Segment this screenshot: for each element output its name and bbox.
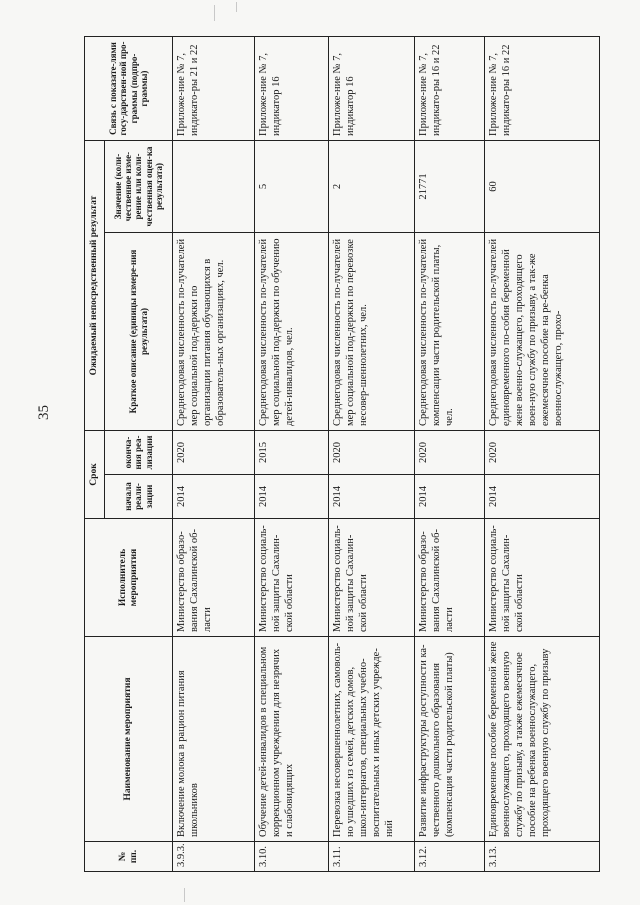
table-row	[485, 37, 600, 872]
row-start: 2014	[485, 475, 600, 519]
row-start: 2014	[415, 475, 485, 519]
row-end: 2020	[329, 431, 415, 475]
row-number: 3.12.	[415, 842, 485, 872]
header-term-end: оконча-ния реа-лизации	[105, 431, 173, 475]
row-link: Приложе-ние № 7, индикатор 16	[329, 37, 415, 141]
header-result: Ожидаемый непосредственный результат	[85, 141, 105, 431]
row-name: Включение молока в рацион питания школьников	[173, 637, 255, 842]
row-executor: Министерство образо-вания Сахалинской об-ласти	[173, 519, 255, 637]
row-start: 2014	[329, 475, 415, 519]
rotated-table-container	[84, 37, 599, 872]
header-executor: Исполнитель мероприятия	[85, 519, 173, 637]
row-value: 5	[255, 141, 329, 233]
row-description: Среднегодовая численность по-лучателей мер социальной под-держки по организации питания обучающихся в образователь-ных организациях, чел.	[173, 233, 255, 431]
header-link: Связь с показате-лями госу-дарствен-ной про-граммы (подпро-граммы)	[85, 37, 173, 141]
header-name: Наименование мероприятия	[85, 637, 173, 842]
row-description: Среднегодовая численность по-лучателей мер социальной под-держки по обучению детей-инвалидов, чел.	[255, 233, 329, 431]
table-row	[415, 37, 485, 872]
row-name: Обучение детей-инвалидов в специальном коррекционном учреждении для незрячих и слабовидящих	[255, 637, 329, 842]
header-result-value: Значение (коли-чественное изме-рение или коли-чественная оцен-ка результата)	[105, 141, 173, 233]
row-value: 2	[329, 141, 415, 233]
table-row	[173, 37, 255, 872]
row-executor: Министерство социаль-ной защиты Сахалин-ской области	[329, 519, 415, 637]
row-value: 21771	[415, 141, 485, 233]
header-term-start: начала реали-зации	[105, 475, 173, 519]
row-executor: Министерство образо-вания Сахалинской об-ласти	[415, 519, 485, 637]
row-name: Единовременное пособие беременной жене военнослужащего, проходящего военную службу по призыву, а также ежемесячное пособие на ребенка военнослужащего, проходящего военную службу по призыву	[485, 637, 600, 842]
row-number: 3.10.	[255, 842, 329, 872]
row-executor: Министерство социаль-ной защиты Сахалин-ской области	[255, 519, 329, 637]
page-number: 35	[36, 405, 52, 420]
row-description: Среднегодовая численность по-лучателей компенсации части родительской платы, чел.	[415, 233, 485, 431]
row-link: Приложе-ние № 7, индикато-ры 21 и 22	[173, 37, 255, 141]
row-end: 2020	[485, 431, 600, 475]
row-name: Перевозка несовершеннолетних, самоволь-но ушедших из семей, детских домов, школ-интернатов, специальных учебно-воспитательных и иных детских учрежде-ний	[329, 637, 415, 842]
scan-mark	[214, 5, 215, 21]
row-start: 2014	[173, 475, 255, 519]
header-number: № пп.	[85, 842, 173, 872]
row-value: 60	[485, 141, 600, 233]
table-row	[329, 37, 415, 872]
measures-table	[84, 36, 600, 872]
table-row	[255, 37, 329, 872]
row-description: Среднегодовая численность по-лучателей единовременного по-собия беременной жене военно-служащего, проходящего воен-ную службу по призыву, а так-же ежемесячное пособие на ре-бенка военнослужащего, прохо-	[485, 233, 600, 431]
row-number: 3.11.	[329, 842, 415, 872]
row-link: Приложе-ние № 7, индикато-ры 16 и 22	[485, 37, 600, 141]
row-name: Развитие инфраструктуры доступности ка-чественного дошкольного образования (компенсация части родительской платы)	[415, 637, 485, 842]
header-result-desc: Краткое описание (единицы измере-ния результата)	[105, 233, 173, 431]
row-end: 2015	[255, 431, 329, 475]
scan-mark	[236, 2, 237, 12]
row-number: 3.13.	[485, 842, 600, 872]
row-link: Приложе-ние № 7, индикатор 16	[255, 37, 329, 141]
header-term: Срок	[85, 431, 105, 519]
scan-mark	[184, 888, 185, 902]
row-description: Среднегодовая численность по-лучателей мер социальной под-держки по перевозке несовер-шеннолетних, чел.	[329, 233, 415, 431]
row-link: Приложе-ние № 7, индикато-ры 16 и 22	[415, 37, 485, 141]
row-value	[173, 141, 255, 233]
row-start: 2014	[255, 475, 329, 519]
row-number: 3.9.3.	[173, 842, 255, 872]
row-executor: Министерство социаль-ной защиты Сахалин-ской области	[485, 519, 600, 637]
row-end: 2020	[173, 431, 255, 475]
row-end: 2020	[415, 431, 485, 475]
